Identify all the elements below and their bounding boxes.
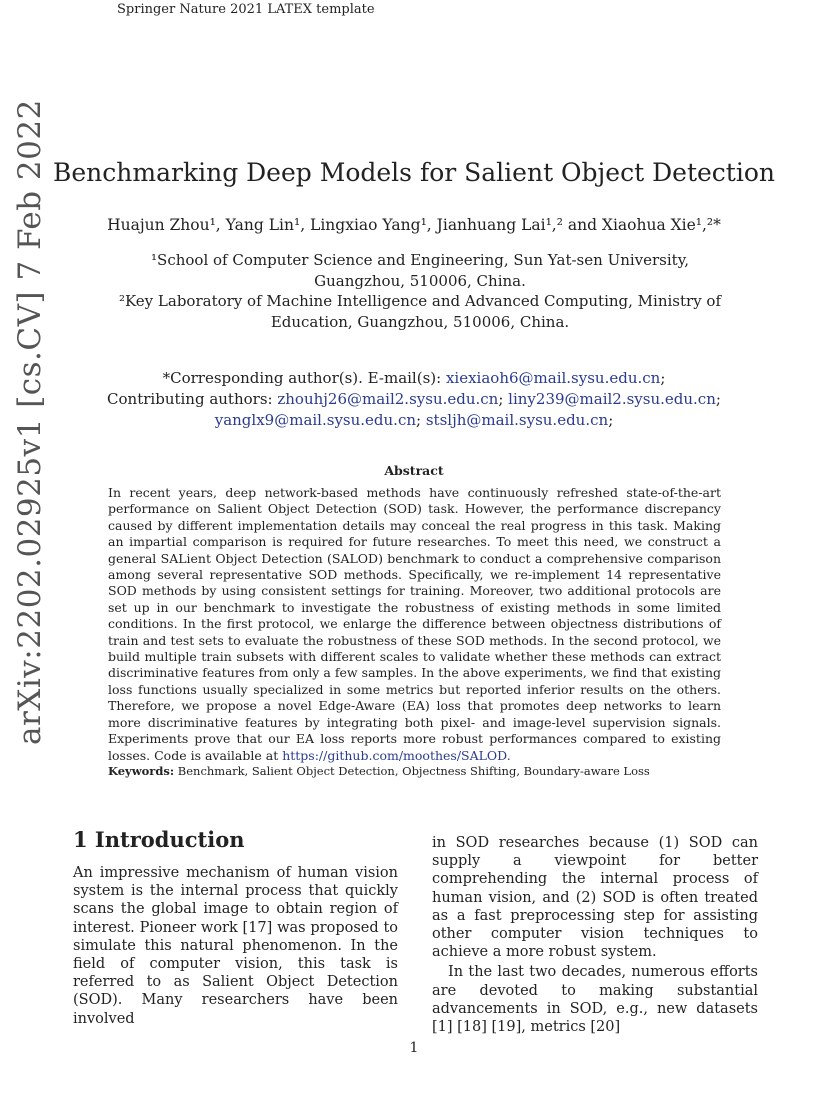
corresponding-label: *Corresponding author(s). E-mail(s): <box>162 369 446 387</box>
affiliation-1: ¹School of Computer Science and Engineering, Sun Yat-sen University, Guangzhou, 510006, China. <box>151 251 689 290</box>
abstract-heading: Abstract <box>384 463 444 478</box>
keywords-label: Keywords: <box>108 764 175 778</box>
corresponding-author: *Corresponding author(s). E-mail(s): xiexiaoh6@mail.sysu.edu.cn; <box>162 369 666 387</box>
abstract-text: In recent years, deep network-based methods have continuously refreshed state-of-the-art performance on Salient Object Detection (SOD) task. However, the performance discrepancy caused by different implementation details may conceal the real progress in this task. Making an impartial comparison is required for future researches. To meet this need, we construct a general SALient Object Detection (SALOD) benchmark to conduct a comprehensive comparison among several representative SOD methods. Specifically, we re-implement 14 representative SOD methods by using consistent settings for training. Moreover, two additional protocols are set up in our benchmark to investigate the robustness of existing methods in some limited conditions. In the first protocol, we enlarge the difference between objectness distributions of train and test sets to evaluate the robustness of these SOD methods. In the second protocol, we build multiple train subsets with different scales to validate whether these methods can extract discriminative features from only a few samples. In the above experiments, we find that existing loss functions usually specialized in some metrics but reported inferior results on the others. Therefore, we propose a novel Edge-Aware (EA) loss that promotes deep networks to learn more discriminative features by integrating both pixel- and image-level supervision signals. Experiments prove that our EA loss reports more robust performances compared to existing losses. Code is available at <box>108 485 721 763</box>
abstract-body <box>108 485 721 764</box>
right-paragraph-2: In the last two decades, numerous efforts are devoted to making substantial advancements in SOD, e.g., new datasets [1] [18] [19], metrics [20] <box>432 964 758 1036</box>
contributing-authors-cont: yanglx9@mail.sysu.edu.cn; stsljh@mail.sysu.edu.cn; <box>214 411 614 429</box>
corresponding-email-link[interactable]: xiexiaoh6@mail.sysu.edu.cn <box>445 369 661 387</box>
author-list: Huajun Zhou¹, Yang Lin¹, Lingxiao Yang¹, Jianhuang Lai¹,² and Xiaohua Xie¹,²* <box>107 216 721 234</box>
code-url-link[interactable]: https://github.com/moothes/SALOD. <box>282 747 511 763</box>
page-number: 1 <box>409 1040 419 1056</box>
contributing-email-link[interactable]: liny239@mail2.sysu.edu.cn <box>508 390 716 408</box>
contributing-email-link[interactable]: stsljh@mail.sysu.edu.cn <box>425 411 609 429</box>
contributing-authors: Contributing authors: zhouhj26@mail2.sysu.edu.cn; liny239@mail2.sysu.edu.cn; <box>107 390 721 408</box>
right-column <box>432 834 758 1036</box>
contributing-label: Contributing authors: <box>107 390 278 408</box>
keywords-text: Benchmark, Salient Object Detection, Objectness Shifting, Boundary-aware Loss <box>174 764 650 778</box>
affiliation-2: ²Key Laboratory of Machine Intelligence and Advanced Computing, Ministry of Education, Guangzhou, 510006, China. <box>118 292 722 331</box>
contributing-email-link[interactable]: zhouhj26@mail2.sysu.edu.cn <box>277 390 499 408</box>
contributing-email-link[interactable]: yanglx9@mail.sysu.edu.cn <box>214 411 417 429</box>
arxiv-identifier: arXiv:2202.02925v1 [cs.CV] 7 Feb 2022 <box>12 99 48 745</box>
paper-title: Benchmarking Deep Models for Salient Object Detection <box>53 158 775 187</box>
right-paragraph-1: in SOD researches because (1) SOD can supply a viewpoint for better comprehending the internal process of human vision, and (2) SOD is often treated as a fast preprocessing step for assisting other computer vision techniques to achieve a more robust system. <box>432 835 758 961</box>
left-column-text: An impressive mechanism of human vision system is the internal process that quickly scans the global image to obtain region of interest. Pioneer work [17] was proposed to simulate this natural phenomenon. In the field of computer vision, this task is referred to as Salient Object Detection (SOD). Many researchers have been involved <box>73 865 398 1027</box>
keywords <box>108 764 650 778</box>
template-note: Springer Nature 2021 LATEX template <box>117 2 375 17</box>
section-heading: 1 Introduction <box>73 827 245 852</box>
